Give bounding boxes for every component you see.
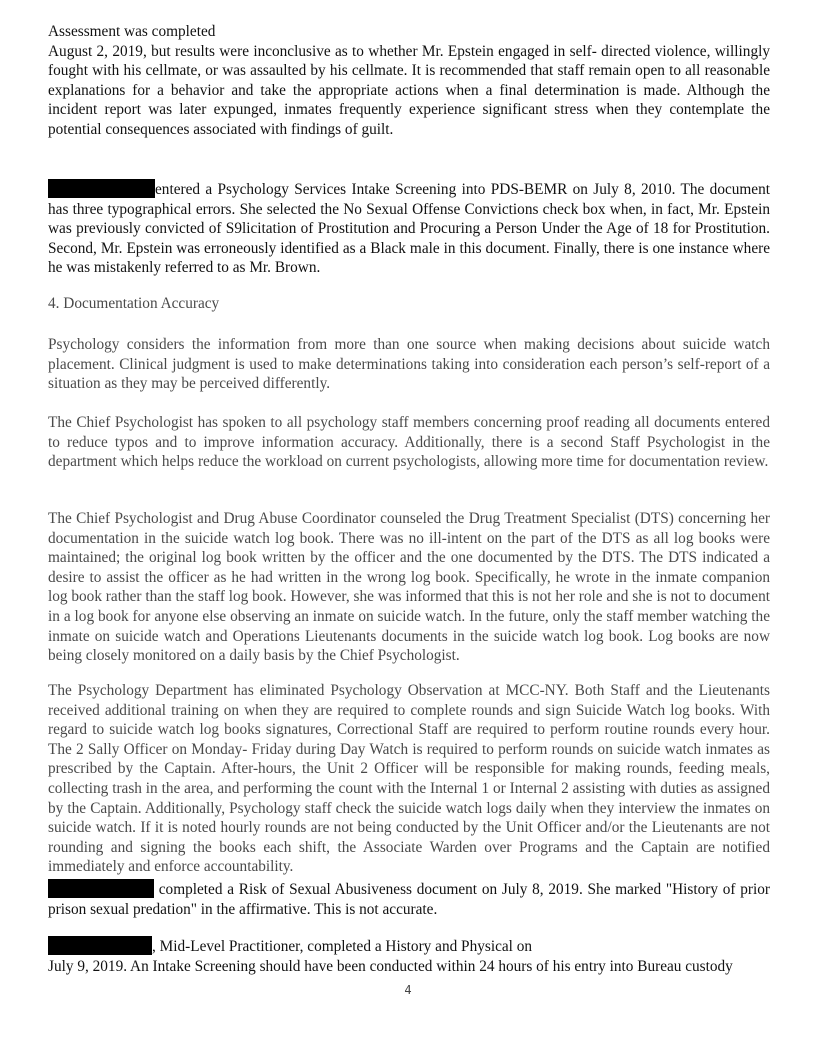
- response-paragraph: Psychology considers the information from more than one source when making decisions about suicide watch placement. Clinical judgment is used to make determinations taking into consideration each person’s self-report of a situation as they may be perceived differently.: [48, 336, 770, 393]
- risk-assessment-body: completed a Risk of Sexual Abusiveness document on July 8, 2019. She marked "History of prior prison sexual predation" in the affirmative. This is not accurate.: [48, 881, 770, 918]
- history-physical-paragraph: [48, 936, 770, 976]
- assessment-heading: Assessment was completed: [48, 23, 216, 40]
- section-heading: 4. Documentation Accuracy: [48, 295, 220, 312]
- redaction-box: [48, 936, 152, 955]
- page-number: 4: [404, 983, 412, 997]
- intake-screening-paragraph: [48, 179, 770, 278]
- assessment-paragraph: [48, 22, 770, 140]
- assessment-body: August 2, 2019, but results were inconclusive as to whether Mr. Epstein engaged in self- directed violence, willingly fought with his cellmate, or was assaulted by his cellmate. It is recommended that staff remain open to all reasonable explanations for a behavior and take the appropriate actions when a final determination is made. Although the incident report was later expunged, inmates frequently experience significant stress when they contemplate the potential consequences associated with findings of guilt.: [48, 42, 770, 138]
- redaction-box: [48, 879, 154, 898]
- redaction-box: [48, 179, 155, 198]
- response-paragraph: The Psychology Department has eliminated Psychology Observation at MCC-NY. Both Staff and the Lieutenants received additional training on when they are required to complete rounds and sign Suicide Watch log books. With regard to suicide watch log books signatures, Correctional Staff are required to perform routine rounds every hour. The 2 Sally Officer on Monday- Friday during Day Watch is required to perform rounds on suicide watch inmates as prescribed by the Captain. After-hours, the Unit 2 Officer will be responsible for making rounds, feeding meals, collecting trash in the area, and performing the count with the Internal 1 or Internal 2 assisting with duties as assigned by the Captain. Additionally, Psychology staff check the suicide watch logs daily when they interview the inmates on suicide watch. If it is noted hourly rounds are not being conducted by the Unit Officer and/or the Lieutenants are not rounding and signing the books each shift, the Associate Warden over Programs and the Captain are notified immediately and enforce accountability.: [48, 682, 770, 876]
- history-physical-body: July 9, 2019. An Intake Screening should have been conducted within 24 hours of his entry into Bureau custody: [48, 957, 733, 975]
- response-paragraph: The Chief Psychologist has spoken to all psychology staff members concerning proof reading all documents entered to reduce typos and to improve information accuracy. Additionally, there is a second Staff Psychologist in the department which helps reduce the workload on current psychologists, allowing more time for documentation review.: [48, 414, 770, 471]
- response-paragraph: The Chief Psychologist and Drug Abuse Coordinator counseled the Drug Treatment Specialist (DTS) concerning her documentation in the suicide watch log book. There was no ill-intent on the part of the DTS as all log books were maintained; the original log book written by the officer and the one documented by the DTS. The DTS indicated a desire to assist the officer as he had written in the wrong log book. Specifically, he wrote in the inmate companion log book rather than the staff log book. However, she was informed that this is not her role and she is not to document in a log book for anyone else observing an inmate on suicide watch. In the future, only the staff member watching the inmate on suicide watch and Operations Lieutenants documents in the suicide watch log book. Log books are now being closely monitored on a daily basis by the Chief Psychologist.: [48, 510, 770, 665]
- intake-screening-body: entered a Psychology Services Intake Screening into PDS-BEMR on July 8, 2010. The document has three typographical errors. She selected the No Sexual Offense Convictions check box when, in fact, Mr. Epstein was previously convicted of S9licitation of Prostitution and Procuring a Person Under the Age of 18 for Prostitution. Second, Mr. Epstein was erroneously identified as a Black male in this document. Finally, there is one instance where he was mistakenly referred to as Mr. Brown.: [48, 181, 770, 277]
- risk-assessment-paragraph: [48, 879, 770, 919]
- history-physical-first-line: , Mid-Level Practitioner, completed a History and Physical on: [48, 936, 770, 957]
